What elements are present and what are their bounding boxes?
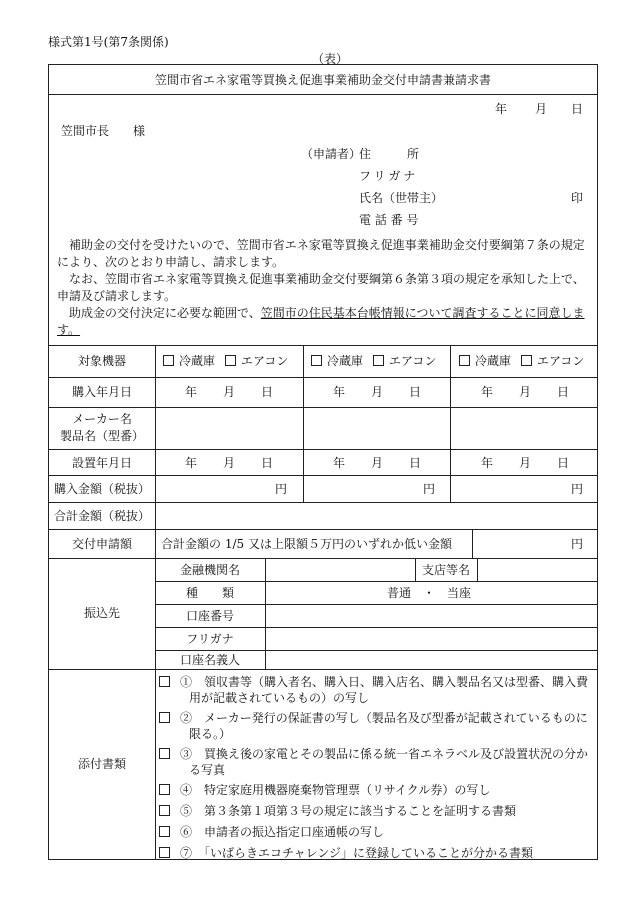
date-day[interactable]: 日 bbox=[571, 102, 584, 116]
attachment-item: ② メーカー発行の保証書の写し（製品名及び型番が記載されているものに限る。） bbox=[159, 710, 595, 742]
account-type-label: 種 類 bbox=[185, 586, 234, 600]
attachment-checkbox[interactable] bbox=[159, 826, 170, 837]
attachment-checkbox[interactable] bbox=[159, 784, 170, 795]
attachment-item: ③ 買換え後の家電とその製品に係る統一省エネラベル及び設置状況の分かる写真 bbox=[159, 746, 595, 778]
row-purchase-price: 購入金額（税抜） bbox=[53, 482, 150, 496]
fridge-checkbox-1[interactable] bbox=[163, 355, 174, 366]
fridge-label-1: 冷蔵庫 bbox=[179, 354, 216, 368]
purchase-date-2[interactable]: 年 月 日 bbox=[333, 385, 422, 399]
attachment-list bbox=[159, 674, 595, 861]
bank-name-label: 金融機関名 bbox=[179, 563, 240, 577]
install-date-2[interactable]: 年 月 日 bbox=[333, 456, 422, 470]
applicant-address-label[interactable]: 住 所 bbox=[359, 147, 420, 161]
fridge-checkbox-2[interactable] bbox=[311, 355, 322, 366]
row-maker-name: メーカー名 bbox=[72, 412, 132, 426]
price-yen-3: 円 bbox=[571, 482, 584, 496]
applicant-label: （申請者） bbox=[301, 147, 362, 161]
paragraph-acknowledgement: なお、笠間市省エネ家電等買換え促進事業補助金交付要綱第６条第３項の規定を承知した上で、申請及び請求します。 bbox=[57, 272, 585, 303]
attachment-item: ① 領収書等（購入者名、購入日、購入店名、購入製品名又は型番、購入費用が記載されているもの）の写し bbox=[159, 674, 595, 706]
fridge-checkbox-3[interactable] bbox=[459, 355, 470, 366]
attachment-item: ⑤ 第３条第１項第３号の規定に該当することを証明する書類 bbox=[159, 803, 595, 819]
account-holder-label: 口座名義人 bbox=[179, 653, 240, 667]
price-yen-1: 円 bbox=[275, 482, 288, 496]
account-furigana-label: フリガナ bbox=[186, 632, 234, 646]
attachment-item: ⑦ 「いばらきエコチャレンジ」に登録していることが分かる書類 bbox=[159, 845, 595, 861]
aircon-checkbox-3[interactable] bbox=[521, 355, 532, 366]
grant-yen: 円 bbox=[571, 537, 584, 551]
form-number-label: 様式第1号(第7条関係) bbox=[48, 35, 169, 49]
account-number-label: 口座番号 bbox=[185, 609, 234, 623]
row-total-amount: 合計金額（税抜） bbox=[53, 509, 150, 523]
paragraph-application: 補助金の交付を受けたいので、笠間市省エネ家電等買換え促進事業補助金交付要綱第７条の規定により、次のとおり申請し、請求します。 bbox=[57, 238, 585, 269]
row-grant-amount: 交付申請額 bbox=[71, 537, 132, 551]
attachment-item: ④ 特定家庭用機器廃棄物管理票（リサイクル券）の写し bbox=[159, 782, 595, 798]
price-yen-2: 円 bbox=[423, 482, 436, 496]
form-title: 笠間市省エネ家電等買換え促進事業補助金交付申請書兼請求書 bbox=[154, 73, 491, 87]
fridge-label-2: 冷蔵庫 bbox=[327, 354, 364, 368]
fridge-label-3: 冷蔵庫 bbox=[475, 354, 512, 368]
grant-amount-rule: 合計金額の 1/5 又は上限額５万円のいずれか低い金額 bbox=[161, 537, 452, 551]
date-year[interactable]: 年 bbox=[495, 102, 508, 116]
aircon-checkbox-1[interactable] bbox=[225, 355, 236, 366]
device-select-2 bbox=[311, 354, 436, 368]
account-type-options[interactable]: 普通 ・ 当座 bbox=[387, 586, 472, 600]
addressee: 笠間市長 様 bbox=[61, 124, 146, 138]
aircon-label-1: エアコン bbox=[241, 354, 289, 368]
section-attachments: 添付書類 bbox=[77, 757, 126, 771]
row-install-date: 設置年月日 bbox=[71, 456, 132, 470]
application-form bbox=[48, 64, 598, 860]
paragraph-consent bbox=[57, 305, 593, 339]
attachment-item: ⑥ 申請者の振込指定口座通帳の写し bbox=[159, 824, 595, 840]
aircon-checkbox-2[interactable] bbox=[373, 355, 384, 366]
consent-prefix: 助成金の交付決定に必要な範囲で、 bbox=[69, 306, 261, 320]
attachment-checkbox[interactable] bbox=[159, 805, 170, 816]
branch-name-label: 支店等名 bbox=[421, 563, 470, 577]
applicant-furigana-label[interactable]: フリガナ bbox=[359, 169, 419, 183]
attachment-checkbox[interactable] bbox=[159, 748, 170, 759]
device-select-3 bbox=[459, 354, 584, 368]
front-side-label: （表） bbox=[312, 52, 349, 66]
purchase-date-1[interactable]: 年 月 日 bbox=[185, 385, 274, 399]
device-select-1 bbox=[163, 354, 288, 368]
consent-underlined: 笠間市の住民基本台帳情報について調査することに同意します。 bbox=[57, 306, 585, 337]
attachment-checkbox[interactable] bbox=[159, 676, 170, 687]
aircon-label-2: エアコン bbox=[389, 354, 437, 368]
aircon-label-3: エアコン bbox=[537, 354, 585, 368]
seal-mark: 印 bbox=[571, 191, 584, 205]
row-model-name: 製品名（型番） bbox=[59, 429, 144, 443]
row-purchase-date: 購入年月日 bbox=[71, 385, 132, 399]
attachment-checkbox[interactable] bbox=[159, 847, 170, 858]
row-target-devices: 対象機器 bbox=[77, 354, 126, 368]
install-date-1[interactable]: 年 月 日 bbox=[185, 456, 274, 470]
section-transfer: 振込先 bbox=[83, 606, 120, 620]
applicant-phone-label[interactable]: 電 話 番 号 bbox=[359, 213, 419, 227]
attachment-checkbox[interactable] bbox=[159, 712, 170, 723]
install-date-3[interactable]: 年 月 日 bbox=[481, 456, 570, 470]
date-month[interactable]: 月 bbox=[535, 102, 548, 116]
purchase-date-3[interactable]: 年 月 日 bbox=[481, 385, 570, 399]
applicant-name-label[interactable]: 氏名（世帯主） bbox=[359, 191, 444, 205]
